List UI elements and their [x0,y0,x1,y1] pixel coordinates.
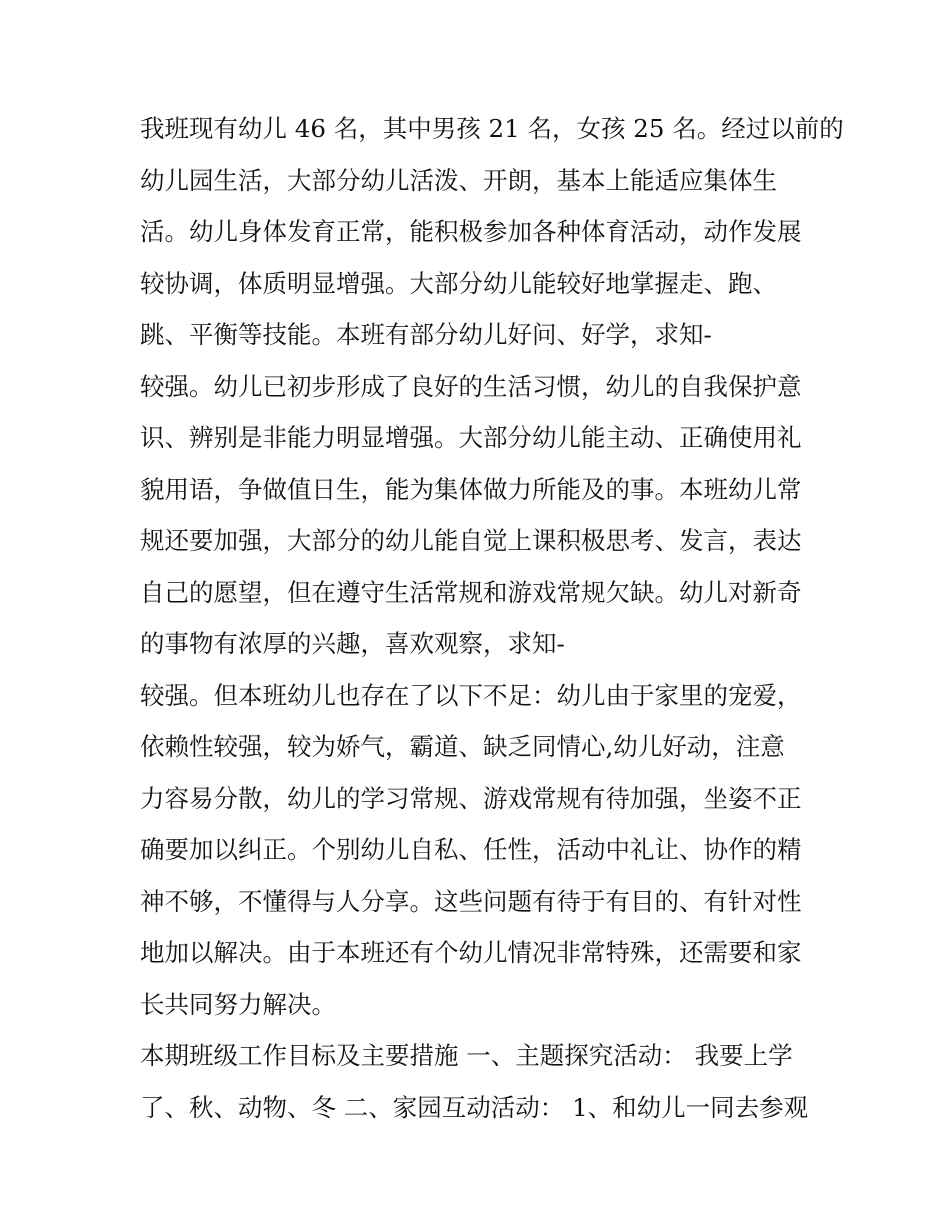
text-line: 自己的愿望，但在遵守生活常规和游戏常规欠缺。幼儿对新奇 [140,577,802,607]
text-line: 了、秋、动物、冬 二、家园互动活动： 1、和幼儿一同去参观 [140,1092,809,1122]
text-line: 活。幼儿身体发育正常，能积极参加各种体育活动，动作发展 [140,217,802,246]
text-line: 的事物有浓厚的兴趣，喜欢观察，求知- [140,629,565,658]
text-line: 力容易分散，幼儿的学习常规、游戏常规有待加强，坐姿不正 [140,783,802,813]
text-line: 地加以解决。由于本班还有个幼儿情况非常特殊，还需要和家 [140,938,802,967]
text-line: 较协调，体质明显增强。大部分幼儿能较好地掌握走、跑、 [140,268,777,298]
text-line: 我班现有幼儿 46 名，其中男孩 21 名，女孩 25 名。经过以前的 [140,114,844,143]
text-line: 确要加以纠正。个别幼儿自私、任性，活动中礼让、协作的精 [140,835,802,864]
text-line: 长共同努力解决。 [140,989,336,1019]
text-line: 跳、平衡等技能。本班有部分幼儿好问、好学，求知- [140,320,712,349]
text-line: 本期班级工作目标及主要措施 一、主题探究活动： 我要上学 [140,1041,793,1070]
body-text [140,103,844,1133]
text-line: 较强。但本班幼儿也存在了以下不足：幼儿由于家里的宠爱， [140,680,802,710]
text-line: 识、辨别是非能力明显增强。大部分幼儿能主动、正确使用礼 [140,423,802,452]
text-line: 依赖性较强，较为娇气，霸道、缺乏同情心,幼儿好动，注意 [140,732,785,761]
text-line: 规还要加强，大部分的幼儿能自觉上课积极思考、发言，表达 [140,526,802,555]
text-line: 貌用语，争做值日生，能为集体做力所能及的事。本班幼儿常 [140,474,802,504]
text-line: 幼儿园生活，大部分幼儿活泼、开朗，基本上能适应集体生 [140,165,777,195]
text-line: 较强。幼儿已初步形成了良好的生活习惯，幼儿的自我保护意 [140,371,802,401]
text-line: 神不够，不懂得与人分享。这些问题有待于有目的、有针对性 [140,886,802,916]
